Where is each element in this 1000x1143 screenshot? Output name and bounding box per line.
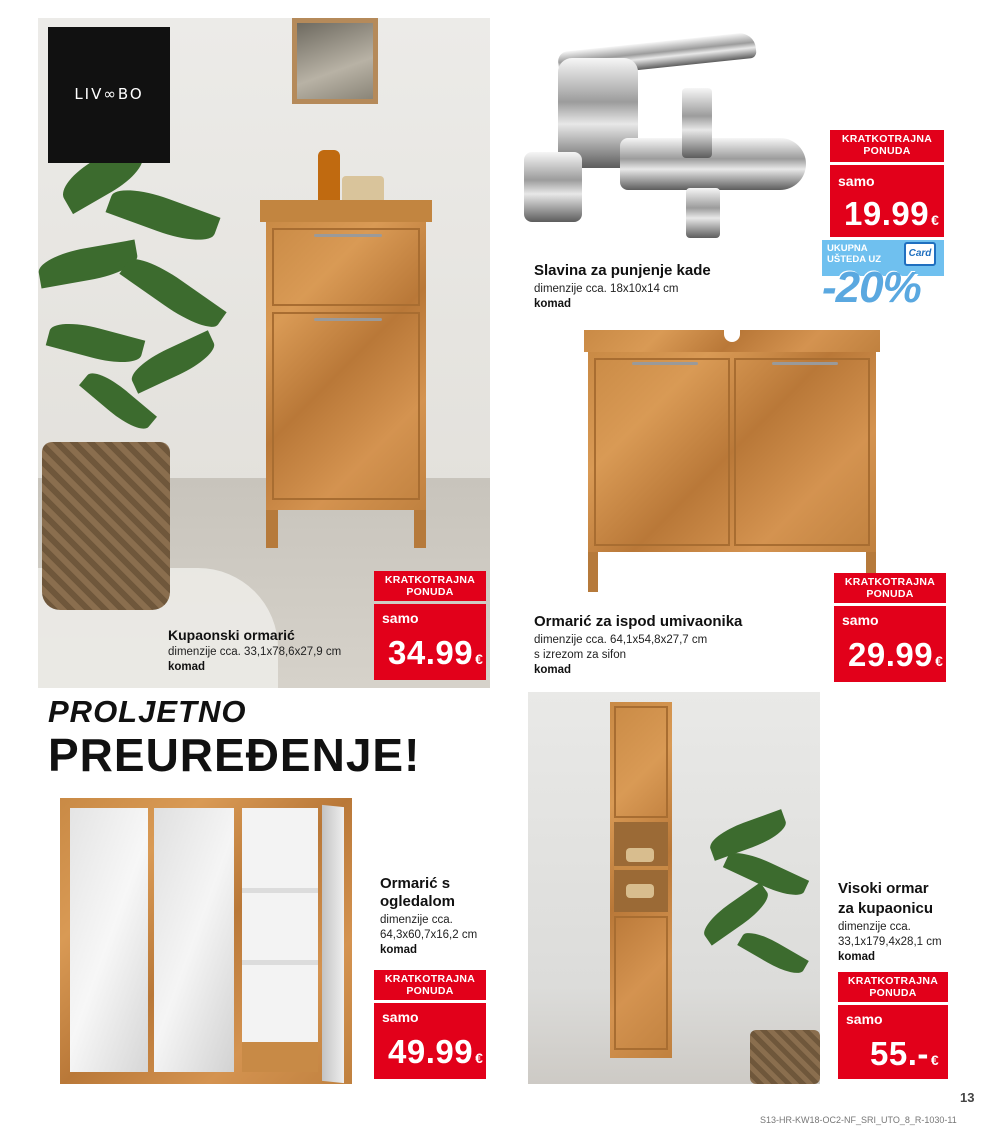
bathroom-cabinet-image — [260, 200, 432, 548]
glass-shelf — [242, 960, 318, 965]
tall-cabinet-upper-door — [614, 706, 668, 818]
wicker-basket — [42, 442, 170, 610]
badge-label-line1: KRATKOTRAJNA — [384, 973, 476, 985]
product-dimensions: s izrezom za sifon — [534, 649, 627, 661]
product-title: Slavina za punjenje kade — [534, 262, 711, 279]
product-title: ogledalom — [380, 893, 456, 910]
cabinet-legs — [266, 510, 426, 548]
plant-leaf — [106, 180, 221, 250]
shelf-basket — [626, 848, 654, 862]
currency-symbol: € — [475, 651, 484, 667]
badge-label-line2: PONUDA — [863, 145, 911, 157]
footer-code: S13-HR-KW18-OC2-NF_SRI_UTO_8_R-1030-11 — [760, 1115, 957, 1125]
price-badge — [830, 165, 944, 237]
badge-label-line2: PONUDA — [866, 588, 914, 600]
currency-symbol: € — [475, 1050, 484, 1066]
product-dimensions: 64,3x60,7x16,2 cm — [380, 929, 478, 941]
product-unit: komad — [838, 951, 876, 963]
card-discount-label — [827, 243, 881, 265]
bottom-compartment — [242, 1042, 318, 1072]
drawer-handle — [314, 234, 382, 237]
samo-label: samo — [382, 1009, 419, 1025]
price-amount: 34.99 — [388, 634, 474, 671]
card-discount-badge — [822, 240, 944, 312]
picture-frame — [292, 18, 378, 104]
cabinet-drawer — [272, 228, 420, 306]
product-title: Visoki ormar — [838, 880, 929, 897]
plant-leaf — [706, 809, 790, 861]
shelf-basket — [626, 884, 654, 898]
plant-basket — [750, 1030, 820, 1084]
bath-faucet-image — [510, 28, 810, 243]
price-value — [388, 1033, 483, 1071]
mirror-door-left — [70, 808, 148, 1072]
sink-cabinet-legs — [588, 552, 876, 592]
tall-cabinet-open-shelf — [614, 822, 668, 912]
currency-symbol: € — [935, 653, 944, 669]
short-offer-badge — [838, 972, 948, 1002]
mirror-cabinet-image — [60, 798, 352, 1084]
price-value — [848, 636, 943, 674]
diverter-knob — [682, 88, 712, 158]
headline-line1: PROLJETNO — [48, 694, 247, 729]
loyalty-card-icon: Card — [904, 242, 936, 266]
samo-label: samo — [842, 612, 879, 628]
price-badge — [838, 1005, 948, 1079]
tall-cabinet-photo — [528, 692, 820, 1084]
price-amount: 49.99 — [388, 1033, 474, 1070]
price-amount: 55.- — [870, 1035, 929, 1072]
currency-symbol: € — [931, 212, 940, 228]
product-title: za kupaonicu — [838, 900, 934, 917]
badge-label-line1: KRATKOTRAJNA — [844, 576, 936, 588]
plant-leaf — [46, 316, 146, 370]
door-handle — [772, 362, 838, 365]
door-handle — [314, 318, 382, 321]
sink-cabinet-right-door — [734, 358, 870, 546]
tall-cabinet-lower-door — [614, 916, 668, 1050]
cabinet-body — [266, 222, 426, 510]
product-unit: komad — [534, 298, 572, 310]
currency-symbol: € — [930, 1052, 940, 1068]
product-title: Ormarić za ispod umivaonika — [534, 613, 743, 630]
faucet-connector — [524, 152, 582, 222]
headline-line2: PREUREĐENJE! — [48, 729, 421, 781]
samo-label: samo — [382, 610, 419, 626]
plant-leaf — [119, 249, 226, 337]
faucet-outlet — [686, 188, 720, 238]
product-dimensions: dimenzije cca. 33,1x78,6x27,9 cm — [168, 646, 342, 658]
price-badge — [374, 604, 486, 680]
price-value — [870, 1035, 939, 1073]
mirror-door-middle — [154, 808, 234, 1072]
product-unit: komad — [380, 944, 418, 956]
page-number: 13 — [960, 1090, 975, 1105]
samo-label: samo — [838, 173, 875, 189]
plant-leaf — [737, 926, 809, 980]
product-unit: komad — [534, 664, 572, 676]
cabinet-door — [272, 312, 420, 500]
product-dimensions: dimenzije cca. — [380, 914, 453, 926]
product-title: Kupaonski ormarić — [168, 627, 295, 643]
product-dimensions: 33,1x179,4x28,1 cm — [838, 936, 942, 948]
badge-label-line2: PONUDA — [406, 985, 454, 997]
open-mirror-door — [322, 805, 344, 1083]
sink-cabinet-left-door — [594, 358, 730, 546]
open-shelf-compartment — [242, 808, 318, 1042]
product-dimensions: dimenzije cca. — [838, 921, 911, 933]
card-label-line1: UKUPNA — [827, 243, 868, 254]
badge-label-line2: PONUDA — [406, 586, 454, 598]
price-value — [844, 195, 939, 233]
sink-cabinet-image — [584, 330, 880, 592]
badge-label-line1: KRATKOTRAJNA — [841, 133, 933, 145]
short-offer-badge — [374, 970, 486, 1000]
badge-label-line1: KRATKOTRAJNA — [847, 975, 939, 987]
product-dimensions: dimenzije cca. 64,1x54,8x27,7 cm — [534, 634, 708, 646]
short-offer-badge — [374, 571, 486, 601]
shelf-board — [614, 866, 668, 870]
card-label-line2: UŠTEDA UZ — [827, 254, 882, 265]
product-unit: komad — [168, 661, 206, 673]
short-offer-badge — [834, 573, 946, 603]
price-value — [388, 634, 483, 672]
discount-percent: -20% — [822, 263, 921, 312]
short-offer-badge — [830, 130, 944, 162]
price-amount: 19.99 — [844, 195, 930, 232]
glass-shelf — [242, 888, 318, 893]
price-amount: 29.99 — [848, 636, 934, 673]
badge-label-line2: PONUDA — [869, 987, 917, 999]
badge-label-line1: KRATKOTRAJNA — [384, 574, 476, 586]
brand-logo — [48, 27, 170, 163]
samo-label: samo — [846, 1011, 883, 1027]
brand-logo-text: LIV∞BO — [74, 85, 144, 103]
door-handle — [632, 362, 698, 365]
price-badge — [834, 606, 946, 682]
product-dimensions: dimenzije cca. 18x10x14 cm — [534, 283, 679, 295]
product-title: Ormarić s — [380, 875, 451, 892]
price-badge — [374, 1003, 486, 1079]
faucet-spout — [620, 138, 806, 190]
cabinet-top — [260, 200, 432, 222]
